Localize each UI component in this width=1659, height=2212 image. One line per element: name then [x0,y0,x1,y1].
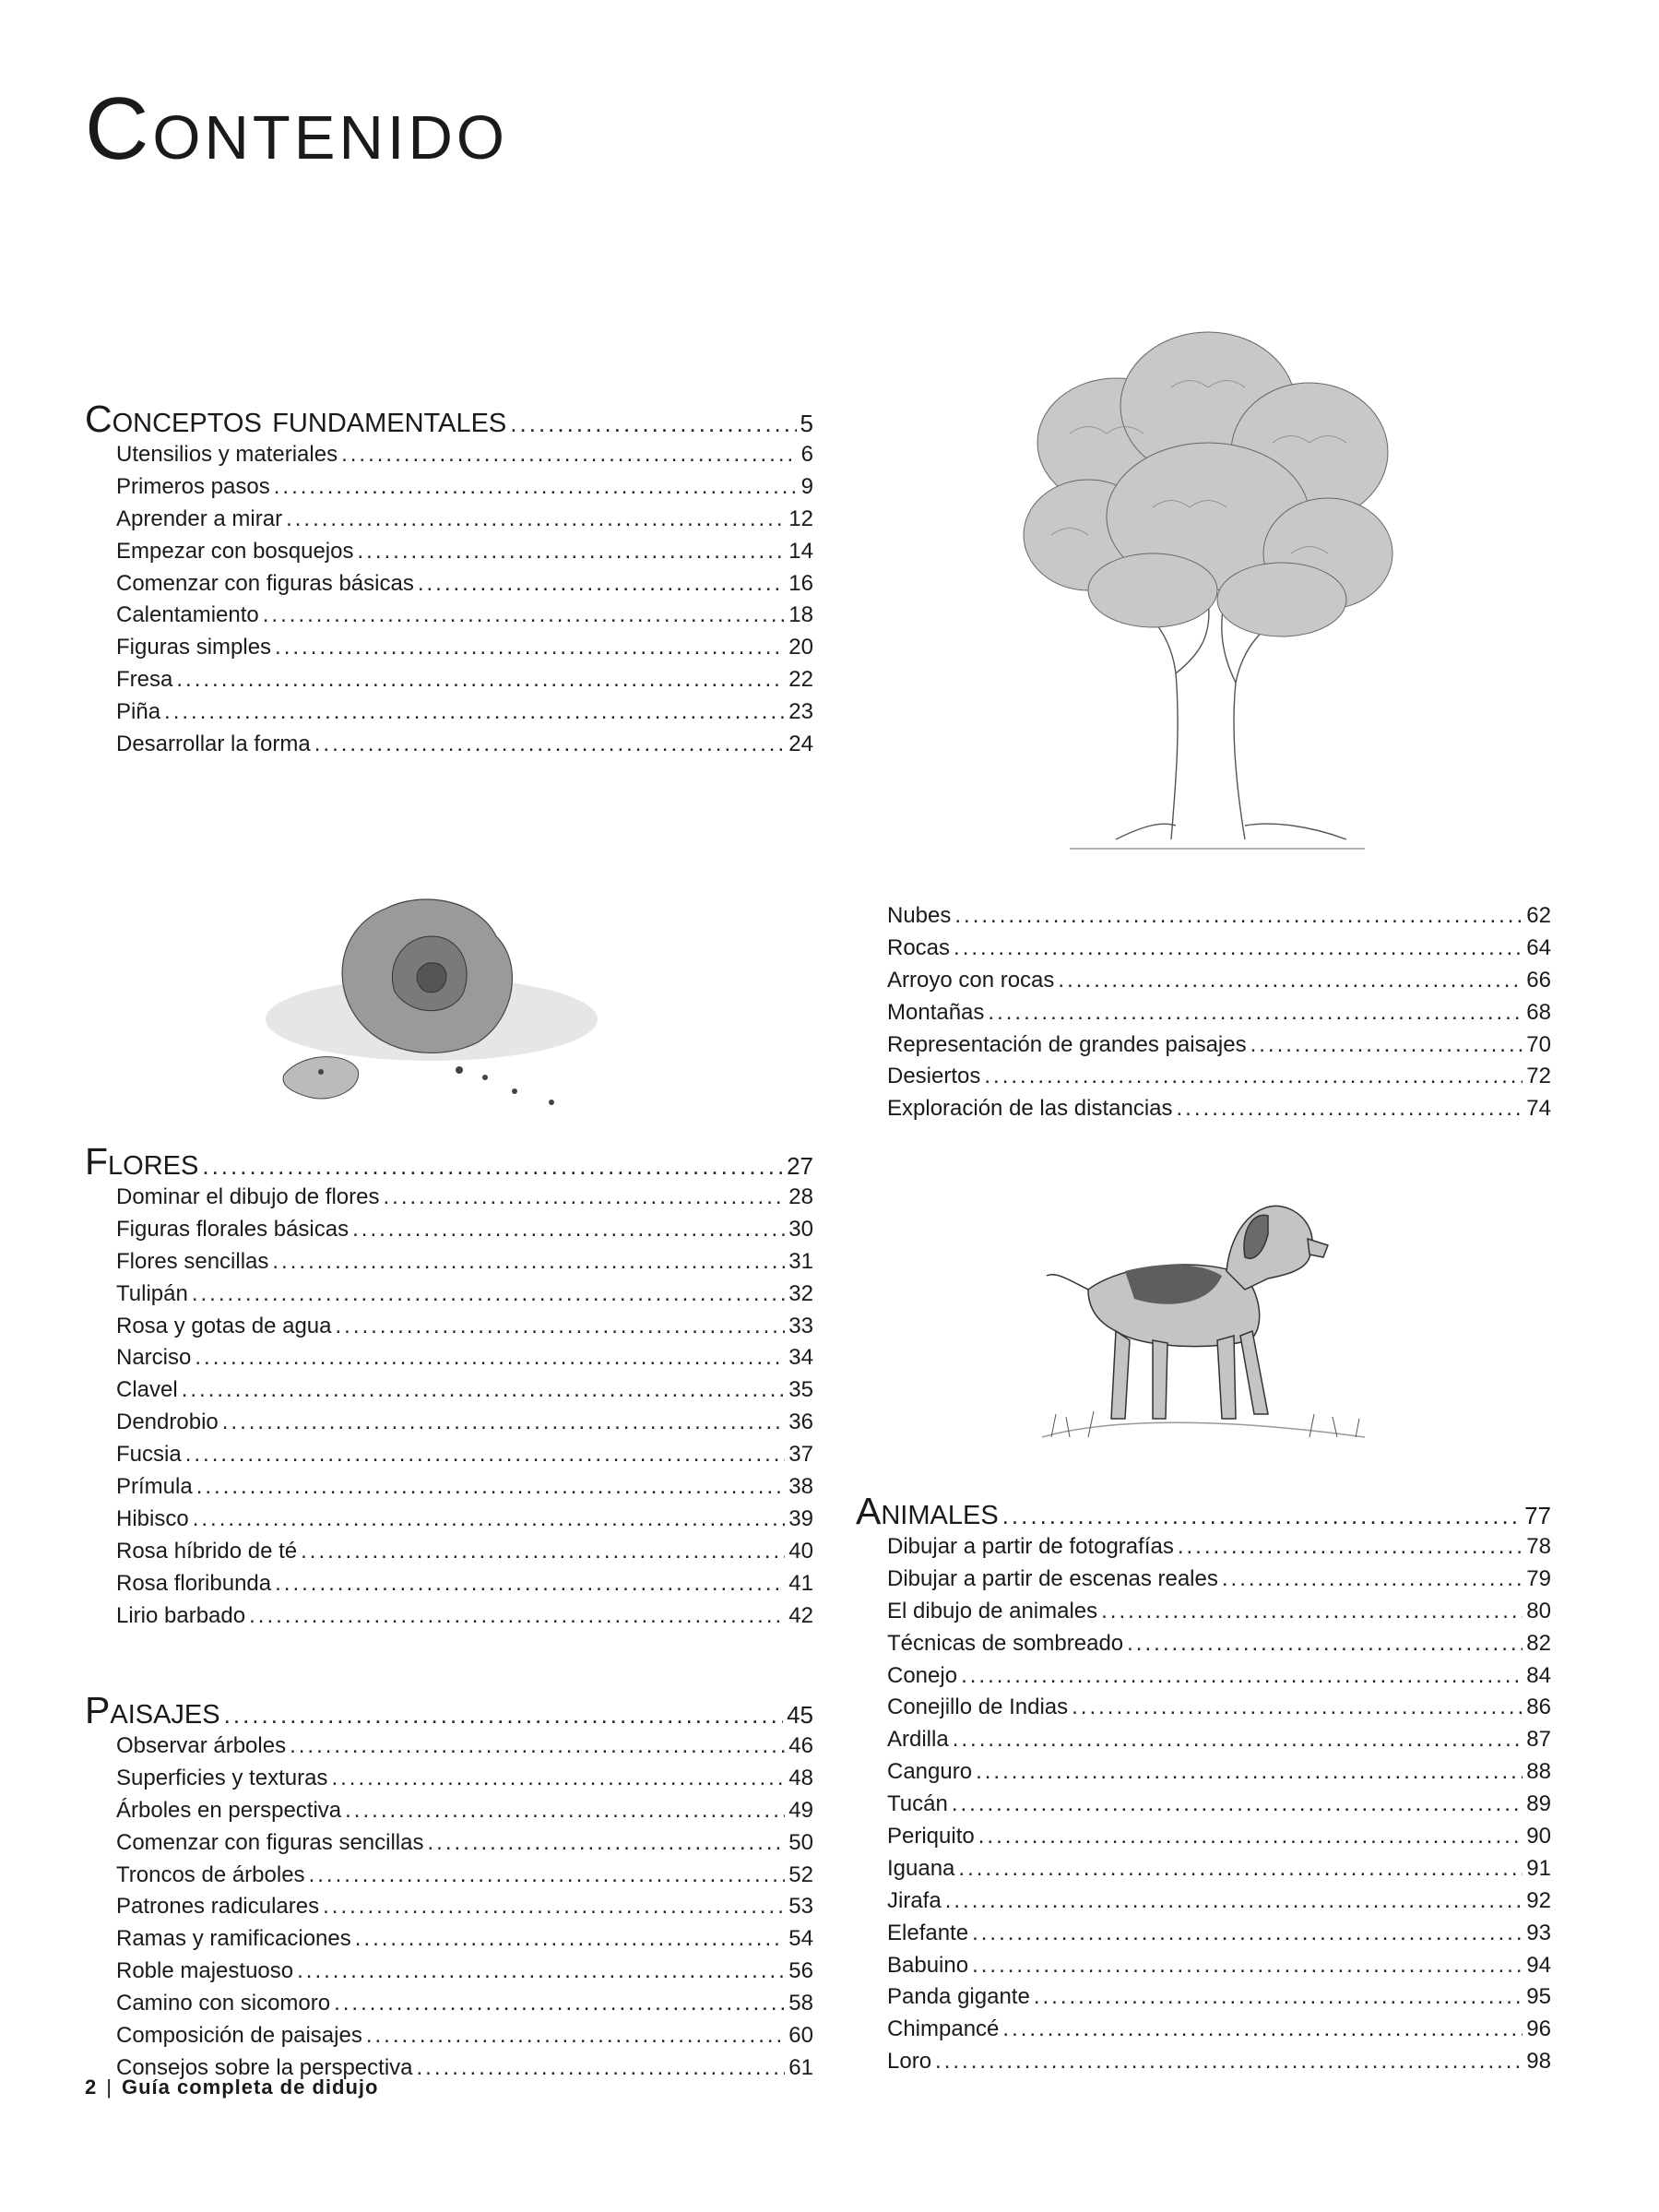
entry-label: Empezar con bosquejos [116,538,354,564]
entry-page-number: 20 [788,635,813,660]
toc-entry[interactable] [116,471,813,504]
entry-label: Rosa híbrido de té [116,1538,298,1564]
entry-label: Loro [887,2049,932,2075]
entry-label: Fresa [116,667,173,693]
dot-leader [274,471,798,504]
entry-page-number: 91 [1526,1855,1551,1881]
toc-entry[interactable] [887,1724,1551,1756]
entry-label: Tulipán [116,1280,188,1306]
page-number: 2 [85,2075,98,2099]
dot-leader [336,1311,786,1343]
entry-page-number: 50 [788,1829,813,1855]
entry-label: Camino con sicomoro [116,1991,331,2016]
dot-leader [972,1950,1523,1982]
dot-leader [958,1853,1523,1885]
dot-leader [192,1278,785,1311]
dot-leader [1034,1981,1523,2014]
dot-leader [383,1182,785,1214]
toc-entry[interactable] [887,2014,1551,2046]
entry-label: Panda gigante [887,1984,1030,2010]
entry-page-number: 56 [788,1958,813,1984]
dot-leader [976,1756,1523,1789]
entry-page-number: 64 [1526,934,1551,960]
dot-leader [988,997,1523,1029]
entry-page-number: 62 [1526,903,1551,928]
toc-right-continued [856,900,1551,1125]
dot-leader [185,1439,786,1471]
entry-page-number: 92 [1526,1887,1551,1913]
rose-illustration [247,881,634,1121]
entry-label: Fucsia [116,1442,182,1468]
dot-leader [352,1214,785,1246]
toc-entry[interactable] [116,1407,813,1439]
entry-page-number: 80 [1526,1598,1551,1623]
toc-entry[interactable] [116,1956,813,1988]
toc-entry[interactable] [116,1342,813,1374]
entry-page-number: 66 [1526,967,1551,993]
toc-entry[interactable] [116,1278,813,1311]
toc-entry[interactable] [116,536,813,568]
dot-leader [972,1918,1523,1950]
entry-page-number: 12 [788,505,813,531]
toc-entry[interactable] [116,729,813,761]
dot-leader [1222,1564,1523,1596]
dot-leader [195,1342,785,1374]
toc-entry[interactable] [116,1730,813,1763]
entry-label: Troncos de árboles [116,1861,305,1887]
toc-entry[interactable] [887,1628,1551,1660]
entry-page-number: 54 [788,1926,813,1952]
dot-leader [286,504,785,536]
toc-entry[interactable] [887,1061,1551,1093]
entry-label: Comenzar con figuras sencillas [116,1829,424,1855]
page-footer: 2 | Guía completa de didujo [85,2075,379,2099]
dot-leader [952,1789,1523,1821]
toc-entry[interactable] [116,1795,813,1827]
entry-label: Superficies y texturas [116,1765,328,1790]
entry-page-number: 37 [788,1442,813,1468]
toc-entry[interactable] [116,1182,813,1214]
dot-leader [355,1923,786,1956]
entry-label: Narciso [116,1345,192,1371]
dot-leader [954,933,1523,965]
toc-entry[interactable] [116,1374,813,1407]
dot-leader [341,439,798,471]
entry-label: Representación de grandes paisajes [887,1031,1247,1057]
entry-label: Elefante [887,1920,969,1945]
entry-label: Composición de paisajes [116,2023,362,2049]
entry-page-number: 88 [1526,1759,1551,1785]
entry-page-number: 94 [1526,1952,1551,1978]
toc-entry[interactable] [116,1311,813,1343]
entry-label: Utensilios y materiales [116,442,338,467]
entry-page-number: 60 [788,2023,813,2049]
dot-leader [417,2052,786,2085]
entry-page-number: 42 [788,1602,813,1628]
entry-page-number: 34 [788,1345,813,1371]
entry-page-number: 35 [788,1377,813,1403]
entry-label: Flores sencillas [116,1248,269,1274]
entry-label: Aprender a mirar [116,505,283,531]
entry-page-number: 86 [1526,1695,1551,1720]
dot-leader [176,664,785,696]
toc-entry[interactable] [116,1600,813,1633]
entry-page-number: 39 [788,1505,813,1531]
dot-leader [418,568,785,601]
toc-entry[interactable] [116,1568,813,1600]
toc-entry[interactable] [116,1763,813,1795]
entry-page-number: 28 [788,1184,813,1209]
entry-label: Piña [116,699,161,725]
entry-page-number: 70 [1526,1031,1551,1057]
entry-label: Dibujar a partir de escenas reales [887,1565,1218,1591]
entry-label: Consejos sobre la perspectiva [116,2054,413,2080]
dot-leader [309,1860,786,1892]
dot-leader [357,536,785,568]
entry-page-number: 84 [1526,1662,1551,1688]
toc-entry[interactable] [116,1891,813,1923]
dot-leader [297,1956,785,1988]
entry-page-number: 30 [788,1216,813,1242]
entry-label: Roble majestuoso [116,1958,294,1984]
toc-entry[interactable] [887,1564,1551,1596]
entry-label: Árboles en perspectiva [116,1797,342,1823]
toc-entry[interactable] [887,1821,1551,1853]
entry-page-number: 93 [1526,1920,1551,1945]
dot-leader [193,1504,786,1536]
toc-entry[interactable] [887,1981,1551,2014]
entry-label: Rocas [887,934,951,960]
entry-page-number: 9 [800,473,813,499]
toc-entry[interactable] [887,1029,1551,1062]
dot-leader [334,1988,785,2020]
entry-page-number: 24 [788,731,813,757]
toc-entry[interactable] [887,1596,1551,1628]
entry-label: Exploración de las distancias [887,1096,1173,1122]
toc-entry[interactable] [116,664,813,696]
dot-leader [323,1891,785,1923]
entry-label: Chimpancé [887,2016,1000,2042]
dot-leader [275,1568,785,1600]
section-animales [856,1491,1551,2078]
toc-entry[interactable] [887,1789,1551,1821]
entry-label: Figuras simples [116,635,272,660]
dot-leader [290,1730,785,1763]
book-title: Guía completa de didujo [121,2075,379,2099]
entry-page-number: 82 [1526,1630,1551,1656]
entry-page-number: 61 [788,2054,813,2080]
dot-leader [1072,1692,1523,1724]
dot-leader [978,1821,1523,1853]
toc-entry[interactable] [887,1660,1551,1693]
entry-label: Conejo [887,1662,958,1688]
entry-page-number: 46 [788,1733,813,1758]
entry-page-number: 48 [788,1765,813,1790]
entry-page-number: 40 [788,1538,813,1564]
entry-label: Jirafa [887,1887,942,1913]
entry-page-number: 58 [788,1991,813,2016]
toc-entry[interactable] [116,1246,813,1278]
dot-leader [196,1471,786,1504]
toc-entry[interactable] [887,1885,1551,1918]
entry-label: Lirio barbado [116,1602,246,1628]
section-heading[interactable]: Conceptos fundamentales ..... 5 [85,398,813,439]
entry-list [85,1182,813,1632]
toc-entry[interactable] [116,1504,813,1536]
toc-entry[interactable] [116,439,813,471]
dot-leader [222,1407,786,1439]
entry-page-number: 41 [788,1570,813,1596]
entry-page-number: 36 [788,1409,813,1435]
dot-leader [366,2020,785,2052]
entry-label: Tucán [887,1791,948,1817]
dot-leader [249,1600,785,1633]
entry-page-number: 6 [800,442,813,467]
toc-entry[interactable] [116,632,813,664]
section-heading[interactable]: Flores ..... 27 [85,1141,813,1182]
dot-leader [301,1536,785,1568]
entry-page-number: 72 [1526,1064,1551,1089]
dot-leader [164,696,785,729]
toc-entry[interactable] [887,1853,1551,1885]
dot-leader [1250,1029,1523,1062]
entry-page-number: 90 [1526,1824,1551,1849]
section-paisajes [85,1690,813,2085]
section-flores [85,1141,813,1632]
tree-illustration [1014,323,1402,858]
toc-entry[interactable] [116,2020,813,2052]
dot-leader [331,1763,785,1795]
entry-page-number: 23 [788,699,813,725]
toc-entry[interactable] [887,900,1551,933]
entry-page-number: 79 [1526,1565,1551,1591]
entry-label: Desarrollar la forma [116,731,311,757]
entry-list [85,439,813,761]
entry-page-number: 68 [1526,999,1551,1025]
entry-label: Patrones radiculares [116,1894,320,1920]
entry-page-number: 14 [788,538,813,564]
dot-leader [427,1827,785,1860]
entry-page-number: 18 [788,602,813,628]
entry-page-number: 87 [1526,1727,1551,1753]
toc-entry[interactable] [887,2046,1551,2078]
entry-label: Observar árboles [116,1733,287,1758]
page-title: Contenido [85,79,508,178]
entry-page-number: 31 [788,1248,813,1274]
entry-list [85,1730,813,2085]
toc-entry[interactable] [887,1093,1551,1125]
entry-page-number: 89 [1526,1791,1551,1817]
toc-entry[interactable] [116,600,813,632]
dot-leader [275,632,785,664]
entry-label: Ardilla [887,1727,949,1753]
toc-entry[interactable] [887,965,1551,997]
entry-label: Primeros pasos [116,473,270,499]
entry-label: Canguro [887,1759,973,1785]
entry-label: Periquito [887,1824,975,1849]
entry-page-number: 16 [788,570,813,596]
toc-entry[interactable] [116,1536,813,1568]
entry-label: Rosa floribunda [116,1570,272,1596]
toc-entry[interactable] [887,1950,1551,1982]
entry-label: Comenzar con figuras básicas [116,570,414,596]
toc-entry[interactable] [116,568,813,601]
entry-page-number: 33 [788,1313,813,1338]
entry-label: Ramas y ramificaciones [116,1926,351,1952]
toc-entry[interactable] [887,933,1551,965]
entry-page-number: 53 [788,1894,813,1920]
toc-entry[interactable] [116,1214,813,1246]
toc-entry[interactable] [887,1531,1551,1564]
section-heading[interactable]: Paisajes ..... 45 [85,1690,813,1730]
dot-leader [345,1795,785,1827]
entry-label: Montañas [887,999,985,1025]
toc-left-column [85,398,813,2080]
dot-leader [1101,1596,1523,1628]
entry-label: Iguana [887,1855,955,1881]
entry-label: Calentamiento [116,602,259,628]
dot-leader [1127,1628,1523,1660]
dot-leader [935,2046,1523,2078]
dot-leader [954,900,1523,933]
dot-leader [961,1660,1523,1693]
entry-page-number: 32 [788,1280,813,1306]
dot-leader [953,1724,1523,1756]
dot-leader [182,1374,786,1407]
toc-entry[interactable] [116,696,813,729]
toc-entry[interactable] [116,1860,813,1892]
entry-page-number: 52 [788,1861,813,1887]
entry-page-number: 74 [1526,1096,1551,1122]
entry-label: Dendrobio [116,1409,219,1435]
entry-label: Prímula [116,1474,193,1500]
entry-label: Conejillo de Indias [887,1695,1069,1720]
entry-label: Dominar el dibujo de flores [116,1184,380,1209]
entry-label: Rosa y gotas de agua [116,1313,332,1338]
dot-leader [1002,2014,1523,2046]
entry-label: Dibujar a partir de fotografías [887,1534,1174,1559]
toc-entry[interactable] [116,1827,813,1860]
dot-leader [984,1061,1523,1093]
dot-leader [263,600,786,632]
dot-leader [272,1246,785,1278]
entry-page-number: 22 [788,667,813,693]
toc-entry[interactable] [116,1923,813,1956]
toc-entry[interactable] [116,1471,813,1504]
entry-page-number: 98 [1526,2049,1551,2075]
dot-leader [1058,965,1523,997]
dot-leader [1178,1531,1523,1564]
entry-page-number: 95 [1526,1984,1551,2010]
entry-label: Nubes [887,903,952,928]
dot-leader [1177,1093,1523,1125]
toc-entry[interactable] [116,504,813,536]
entry-label: Técnicas de sombreado [887,1630,1124,1656]
dot-leader [945,1885,1523,1918]
toc-entry[interactable] [887,1756,1551,1789]
toc-entry[interactable] [887,1692,1551,1724]
entry-list [856,900,1551,1125]
entry-label: Arroyo con rocas [887,967,1055,993]
entry-label: El dibujo de animales [887,1598,1098,1623]
entry-label: Clavel [116,1377,178,1403]
dog-illustration [1033,1170,1376,1446]
entry-label: Desiertos [887,1064,981,1089]
section-heading[interactable]: Animales ..... 77 [856,1491,1551,1531]
entry-label: Hibisco [116,1505,189,1531]
entry-page-number: 38 [788,1474,813,1500]
entry-page-number: 49 [788,1797,813,1823]
entry-label: Figuras florales básicas [116,1216,350,1242]
toc-entry[interactable] [887,1918,1551,1950]
section-conceptos [85,398,813,761]
toc-entry[interactable] [887,997,1551,1029]
toc-entry[interactable] [116,1988,813,2020]
entry-label: Babuino [887,1952,969,1978]
entry-page-number: 78 [1526,1534,1551,1559]
entry-list [856,1531,1551,2078]
entry-page-number: 96 [1526,2016,1551,2042]
toc-entry[interactable] [116,1439,813,1471]
dot-leader [314,729,786,761]
